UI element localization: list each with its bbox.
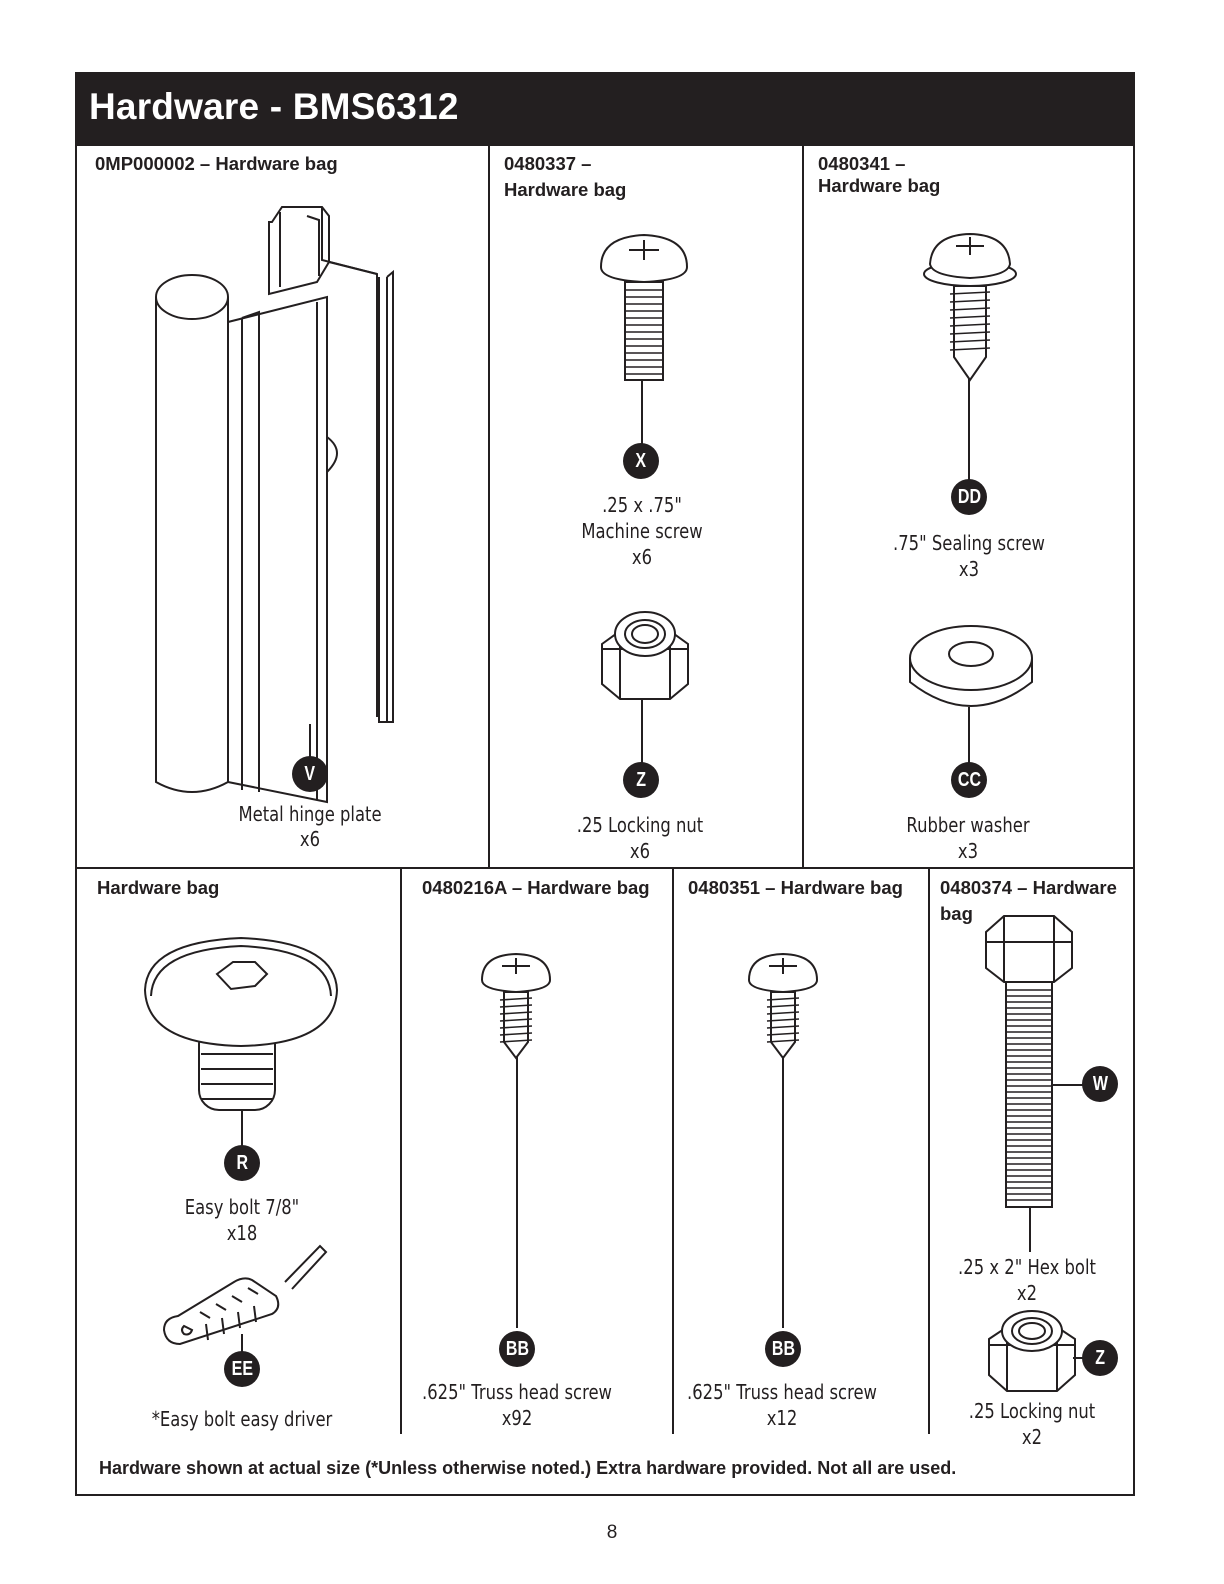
sealing-screw-illustration xyxy=(922,232,1018,382)
part-quantity: x3 xyxy=(958,557,980,581)
part-name: .625" Truss head screw xyxy=(422,1380,612,1404)
part-quantity: x12 xyxy=(766,1406,798,1430)
leader-line xyxy=(641,699,643,769)
part-name: Easy bolt 7/8" xyxy=(184,1195,300,1219)
easy-driver-illustration xyxy=(160,1244,330,1354)
part-name: Machine screw xyxy=(581,519,703,543)
rubber-washer-illustration xyxy=(908,620,1034,710)
part-quantity: x6 xyxy=(629,839,651,863)
part-badge-cc: CC xyxy=(951,762,987,798)
leader-line xyxy=(782,1056,784,1328)
leader-line xyxy=(241,1110,243,1150)
leader-line xyxy=(968,379,970,491)
panel-header: Hardware bag xyxy=(818,175,941,196)
part-quantity: x6 xyxy=(299,827,321,851)
part-size: .25 x .75" xyxy=(602,493,682,517)
divider xyxy=(802,146,804,868)
part-badge-x: X xyxy=(623,443,659,479)
hex-bolt-illustration xyxy=(982,912,1074,1212)
truss-head-screw-illustration xyxy=(747,952,819,1062)
part-badge-z: Z xyxy=(1082,1340,1118,1376)
part-name: .625" Truss head screw xyxy=(687,1380,877,1404)
hinge-plate-illustration xyxy=(147,202,407,792)
part-quantity: x92 xyxy=(501,1406,533,1430)
part-badge-v: V xyxy=(292,756,328,792)
divider xyxy=(488,146,490,868)
part-badge-bb: BB xyxy=(765,1331,801,1367)
part-badge-bb: BB xyxy=(499,1331,535,1367)
part-name: .75" Sealing screw xyxy=(893,531,1045,555)
leader-line xyxy=(1029,1208,1031,1252)
divider xyxy=(928,869,930,1434)
hardware-sheet xyxy=(75,72,1135,1496)
part-name: .25 x 2" Hex bolt xyxy=(958,1255,1096,1279)
part-badge-w: W xyxy=(1082,1066,1118,1102)
panel-header: 0480341 – xyxy=(818,153,906,174)
part-name: Rubber washer xyxy=(906,813,1030,837)
divider xyxy=(672,869,674,1434)
part-badge-dd: DD xyxy=(951,479,987,515)
locking-nut-illustration xyxy=(600,609,690,704)
part-name: .25 Locking nut xyxy=(968,1399,1096,1423)
part-name: *Easy bolt easy driver xyxy=(151,1407,333,1431)
panel-header: 0480351 – Hardware bag xyxy=(688,877,903,898)
part-quantity: x18 xyxy=(226,1221,258,1245)
panel-header: Hardware bag xyxy=(97,877,220,898)
easy-bolt-illustration xyxy=(143,934,339,1114)
part-badge-r: R xyxy=(224,1145,260,1181)
footnote: Hardware shown at actual size (*Unless otherwise noted.) Extra hardware provided. Not all are used. xyxy=(99,1458,957,1478)
leader-line xyxy=(516,1056,518,1328)
part-badge-z: Z xyxy=(623,762,659,798)
locking-nut-illustration xyxy=(987,1309,1077,1394)
panel-header: Hardware bag xyxy=(504,179,627,200)
title-bar xyxy=(77,74,1133,146)
part-quantity: x6 xyxy=(631,545,653,569)
machine-screw-illustration xyxy=(599,232,689,382)
part-quantity: x2 xyxy=(1021,1425,1043,1449)
divider xyxy=(400,869,402,1434)
part-name: .25 Locking nut xyxy=(576,813,704,837)
part-quantity: x3 xyxy=(957,839,979,863)
leader-line xyxy=(968,707,970,769)
page-number: 8 xyxy=(606,1522,618,1543)
panel-header: 0MP000002 – Hardware bag xyxy=(95,153,338,174)
divider xyxy=(77,867,1133,869)
part-quantity: x2 xyxy=(1016,1281,1038,1305)
leader-line xyxy=(1052,1084,1086,1086)
panel-header: 0480216A – Hardware bag xyxy=(422,877,650,898)
panel-header: 0480374 – Hardware xyxy=(940,877,1117,898)
part-name: Metal hinge plate xyxy=(238,802,382,826)
truss-head-screw-illustration xyxy=(480,952,552,1062)
part-badge-ee: EE xyxy=(224,1351,260,1387)
page-title: Hardware - BMS6312 xyxy=(89,86,459,127)
panel-header: 0480337 – xyxy=(504,153,592,174)
panel-header: bag xyxy=(940,903,973,924)
